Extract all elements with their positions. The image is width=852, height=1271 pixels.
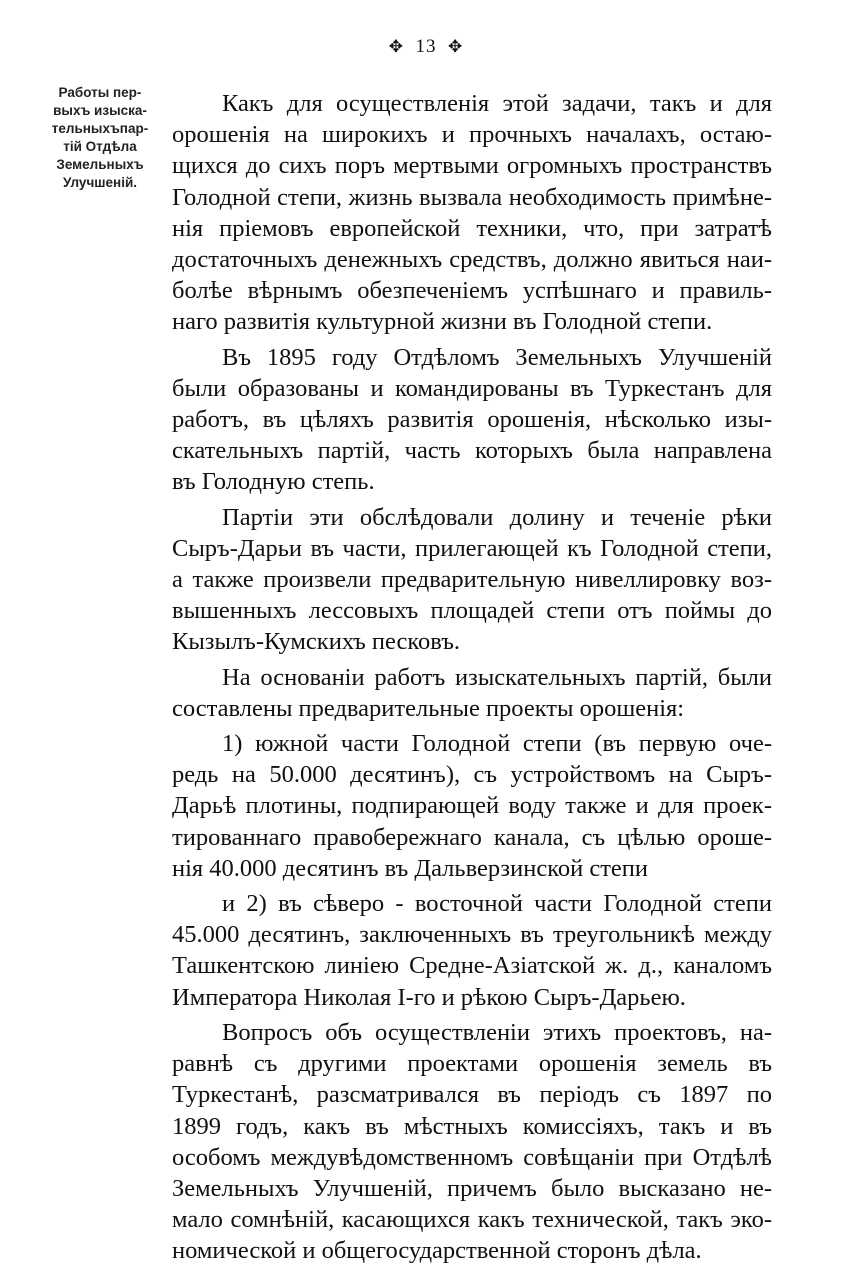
margin-note <box>48 84 152 192</box>
text-line: 1) южной части Голодной степи (въ первую оче- <box>222 730 772 758</box>
text-line: Ташкентскою линіею Средне-Азіатской ж. д., каналомъ <box>172 952 772 980</box>
text-line: Въ 1895 году Отдѣломъ Земельныхъ Улучшеній <box>222 343 772 371</box>
text-line: Дарьѣ плотины, подпирающей воду также и для проек- <box>172 792 772 820</box>
page-number: 13 <box>415 36 437 57</box>
text-line: составлены предварительные проекты орошенія: <box>172 694 685 722</box>
text-line: болѣе вѣрнымъ обезпеченіемъ успѣшнаго и правиль- <box>172 277 772 305</box>
body-text <box>172 88 772 1271</box>
text-line: достаточныхъ денежныхъ средствъ, должно явиться наи- <box>172 246 772 274</box>
text-line: тированнаго правобережнаго канала, съ цѣлью ороше- <box>172 823 772 851</box>
text-line: были образованы и командированы въ Туркестанъ для <box>172 374 772 402</box>
ornament-left-icon: ✥ <box>388 37 404 56</box>
paragraph-5 <box>172 1017 772 1267</box>
text-line: орошенія на широкихъ и прочныхъ началахъ, остаю- <box>172 121 772 149</box>
text-line: нія пріемовъ европейской техники, что, при затратѣ <box>172 214 772 242</box>
text-line: скательныхъ партій, часть которыхъ была направлена <box>172 437 772 465</box>
text-line: Партіи эти обслѣдовали долину и теченіе рѣки <box>222 503 772 531</box>
margin-note-line: тій Отдѣла <box>63 139 137 154</box>
margin-note-line: Земельныхъ <box>56 157 144 172</box>
paragraph-1 <box>172 88 772 338</box>
text-line: наго развитія культурной жизни въ Голодной степи. <box>172 308 713 336</box>
text-line: На основаніи работъ изыскательныхъ партій, были <box>222 663 772 691</box>
text-line: а также произвели предварительную нивеллировку воз- <box>172 566 772 594</box>
text-line: щихся до сихъ поръ мертвыми огромныхъ пространствъ <box>172 152 772 180</box>
text-line: 1899 годъ, какъ въ мѣстныхъ комиссіяхъ, такъ и въ <box>172 1112 772 1140</box>
text-line: Сыръ-Дарьи въ части, прилегающей къ Голодной степи, <box>172 534 772 562</box>
text-line: Туркестанѣ, разсматривался въ періодъ съ 1897 по <box>172 1081 772 1109</box>
text-line: Императора Николая I-го и рѣкою Сыръ-Дарьею. <box>172 983 686 1011</box>
text-line: Какъ для осуществленія этой задачи, такъ и для <box>222 90 772 117</box>
text-line: и 2) въ сѣверо - восточной части Голодной степи <box>222 890 772 918</box>
text-line: въ Голодную степь. <box>172 468 375 496</box>
text-line: мало сомнѣній, касающихся какъ технической, такъ эко- <box>172 1206 772 1234</box>
margin-note-line: выхъ изыска- <box>53 103 147 118</box>
text-line: вышенныхъ лессовыхъ площадей степи отъ поймы до <box>172 597 772 625</box>
text-line: Голодной степи, жизнь вызвала необходимость примѣне- <box>172 183 772 211</box>
ornament-right-icon: ✥ <box>448 37 464 56</box>
text-line: нія 40.000 десятинъ въ Дальверзинской степи <box>172 854 649 882</box>
text-line: работъ, въ цѣляхъ развитія орошенія, нѣсколько изы- <box>172 406 772 434</box>
list-item-1 <box>172 728 772 884</box>
text-line: Земельныхъ Улучшеній, причемъ было высказано не- <box>172 1174 772 1202</box>
page-header <box>0 36 852 58</box>
text-line: редь на 50.000 десятинъ), съ устройствомъ на Сыръ- <box>172 761 772 789</box>
text-line: особомъ междувѣдомственномъ совѣщаніи при Отдѣлѣ <box>172 1143 772 1171</box>
margin-note-line: Улучшеній. <box>62 175 137 190</box>
margin-note-line: Работы пер- <box>58 85 142 100</box>
text-line: номической и общегосударственной сторонъ дѣла. <box>172 1237 702 1265</box>
paragraph-4 <box>172 662 772 724</box>
text-line: равнѣ съ другими проектами орошенія земель въ <box>172 1050 772 1078</box>
text-line: Кызылъ-Кумскихъ песковъ. <box>172 628 461 656</box>
list-item-2 <box>172 888 772 1013</box>
text-line: 45.000 десятинъ, заключенныхъ въ треугольникѣ между <box>172 921 772 949</box>
paragraph-3 <box>172 502 772 658</box>
text-line: Вопросъ объ осуществленіи этихъ проектовъ, на- <box>222 1018 772 1046</box>
paragraph-2 <box>172 342 772 498</box>
margin-note-line: тельныхъпар- <box>51 121 149 136</box>
